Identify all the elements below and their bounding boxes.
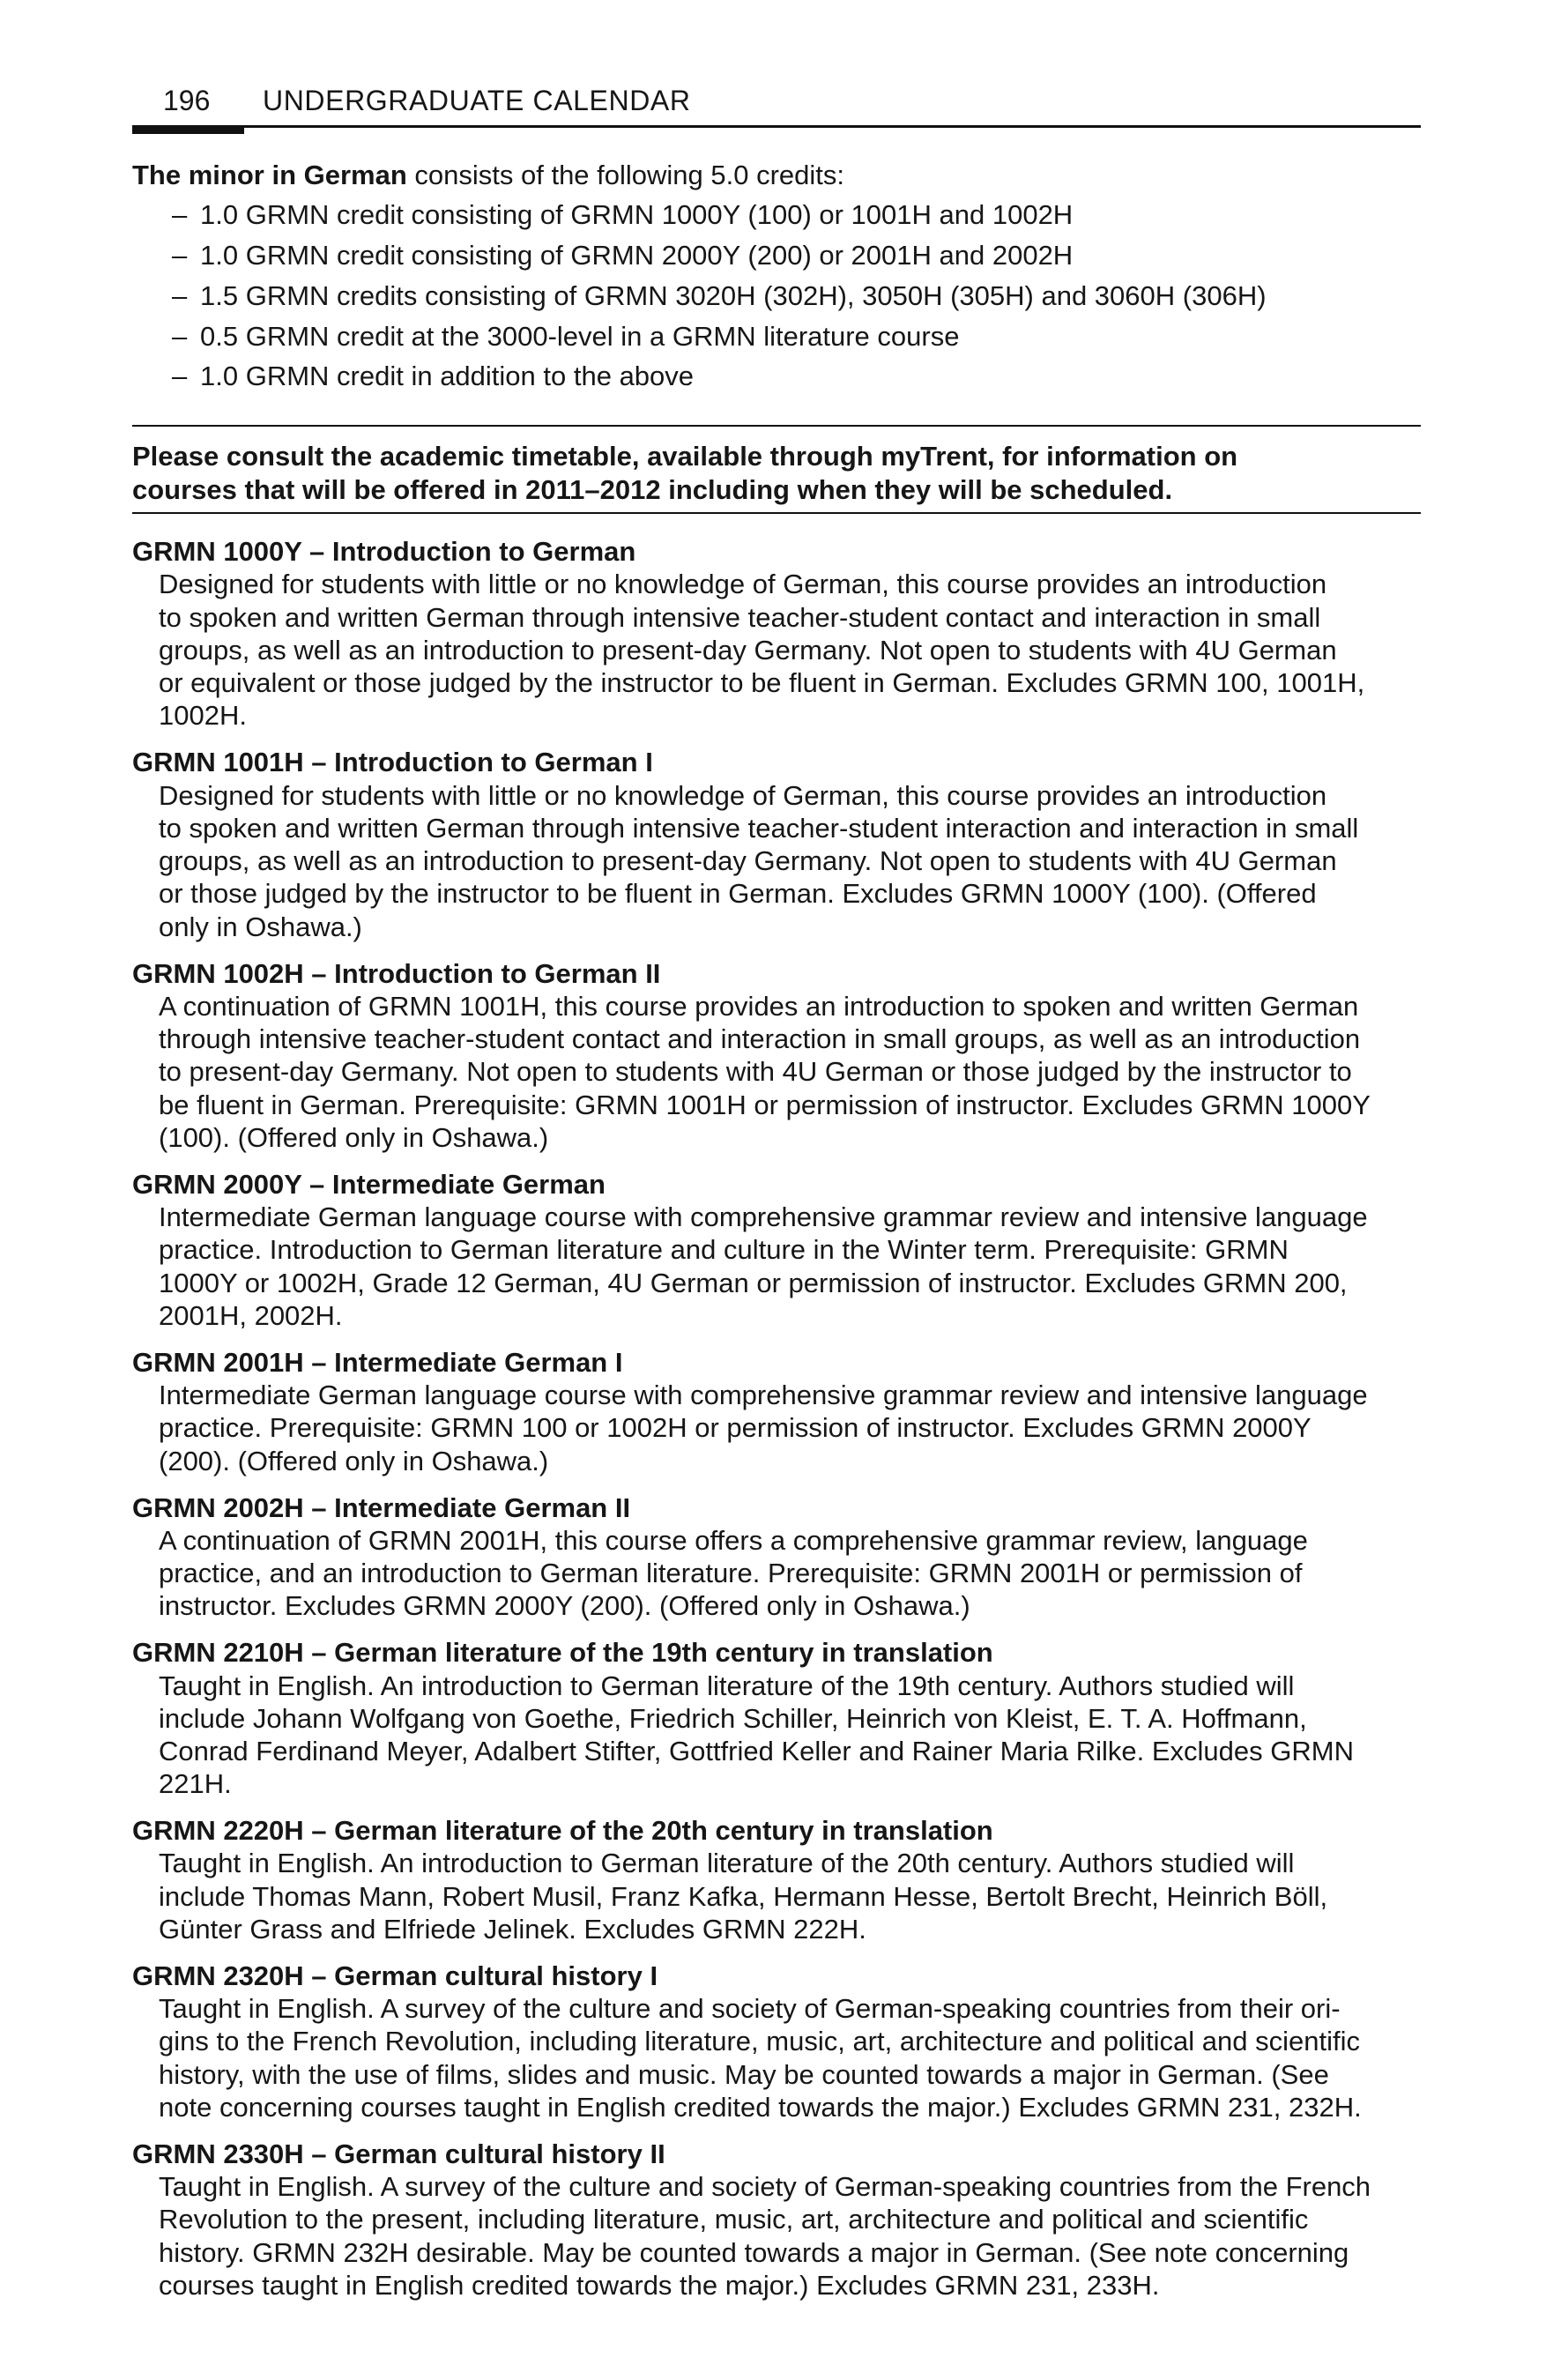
desc-line: 221H. (159, 1768, 232, 1800)
minor-credit-text: 1.5 GRMN credits consisting of GRMN 3020H (302H), 3050H (305H) and 3060H (306H) (200, 279, 1267, 311)
desc-line: Taught in English. An introduction to German literature of the 19th century. Authors studied will (159, 1670, 1295, 1701)
desc-line: to spoken and written German through intensive teacher-student contact and interaction in small (159, 601, 1321, 633)
course-entry (132, 1960, 1421, 2123)
desc-line: Designed for students with little or no knowledge of German, this course provides an introduction (159, 779, 1327, 811)
course-description (132, 568, 1421, 732)
desc-line: Conrad Ferdinand Meyer, Adalbert Stifter, Gottfried Keller and Rainer Maria Rilke. Excludes GRMN (159, 1736, 1354, 1767)
desc-line: courses taught in English credited towards the major.) Excludes GRMN 231, 233H. (159, 2270, 1160, 2302)
course-entry (132, 1346, 1421, 1477)
course-description (132, 779, 1421, 943)
desc-line: only in Oshawa.) (159, 911, 362, 942)
desc-line: Günter Grass and Elfriede Jelinek. Excludes GRMN 222H. (159, 1914, 866, 1945)
page-number: 196 (163, 85, 211, 116)
course-description (132, 1201, 1421, 1332)
course-description (132, 1524, 1421, 1623)
desc-line: Intermediate German language course with comprehensive grammar review and intensive language (159, 1380, 1368, 1411)
dash-bullet: – (172, 361, 188, 392)
course-title: GRMN 2001H – Intermediate German I (132, 1346, 623, 1378)
minor-credit-text: 1.0 GRMN credit consisting of GRMN 1000Y (100) or 1001H and 1002H (200, 199, 1074, 231)
desc-line: practice. Prerequisite: GRMN 100 or 1002H or permission of instructor. Excludes GRMN 2000Y (159, 1412, 1312, 1444)
desc-line: 1000Y or 1002H, Grade 12 German, 4U German or permission of instructor. Excludes GRMN 200, (159, 1267, 1348, 1298)
course-title: GRMN 2002H – Intermediate German II (132, 1491, 631, 1523)
desc-line: A continuation of GRMN 2001H, this course offers a comprehensive grammar review, language (159, 1524, 1308, 1556)
minor-credit-text: 1.0 GRMN credit consisting of GRMN 2000Y (200) or 2001H and 2002H (200, 240, 1074, 271)
desc-line: or those judged by the instructor to be fluent in German. Excludes GRMN 1000Y (100). (Offered (159, 878, 1317, 910)
minor-credit-item (132, 279, 1421, 312)
desc-line: groups, as well as an introduction to present-day Germany. Not open to students with 4U German (159, 845, 1337, 877)
desc-line: (200). (Offered only in Oshawa.) (159, 1445, 549, 1476)
course-description (132, 1379, 1421, 1477)
page-header (132, 81, 1421, 128)
course-description (132, 2170, 1421, 2302)
desc-line: (100). (Offered only in Oshawa.) (159, 1122, 549, 1154)
notice-line: Please consult the academic timetable, available through myTrent, for information on (132, 441, 1238, 472)
course-description (132, 1847, 1421, 1945)
course-description (132, 1992, 1421, 2123)
desc-line: Intermediate German language course with comprehensive grammar review and intensive language (159, 1201, 1368, 1233)
course-list (132, 535, 1421, 2316)
desc-line: practice, and an introduction to German literature. Prerequisite: GRMN 2001H or permission of (159, 1558, 1303, 1589)
desc-line: to spoken and written German through intensive teacher-student interaction and interaction in small (159, 812, 1359, 844)
header-tab-bar (132, 125, 244, 134)
course-entry (132, 535, 1421, 733)
desc-line: through intensive teacher-student contact and interaction in small groups, as well as an introduction (159, 1023, 1361, 1055)
desc-line: practice. Introduction to German literature and culture in the Winter term. Prerequisite: GRMN (159, 1234, 1289, 1266)
minor-credit-item (132, 198, 1421, 231)
course-description (132, 990, 1421, 1154)
desc-line: note concerning courses taught in English credited towards the major.) Excludes GRMN 231, 232H. (159, 2092, 1362, 2123)
running-head: UNDERGRADUATE CALENDAR (263, 85, 691, 116)
minor-credit-text: 0.5 GRMN credit at the 3000-level in a GRMN literature course (200, 320, 960, 352)
desc-line: history. GRMN 232H desirable. May be counted towards a major in German. (See note concerning (159, 2236, 1349, 2268)
desc-line: 2001H, 2002H. (159, 1300, 343, 1332)
dash-bullet: – (172, 240, 188, 271)
desc-line: Taught in English. A survey of the culture and society of German-speaking countries from their ori- (159, 1993, 1341, 2025)
desc-line: instructor. Excludes GRMN 2000Y (200). (Offered only in Oshawa.) (159, 1590, 970, 1622)
desc-line: Taught in English. An introduction to German literature of the 20th century. Authors studied will (159, 1848, 1295, 1879)
course-entry (132, 1814, 1421, 1945)
minor-credit-list (132, 198, 1421, 392)
course-entry (132, 746, 1421, 943)
timetable-notice (132, 425, 1421, 514)
course-title: GRMN 2210H – German literature of the 19th century in translation (132, 1637, 993, 1669)
course-title: GRMN 2330H – German cultural history II (132, 2138, 665, 2169)
desc-line: Revolution to the present, including literature, music, art, architecture and political and scientific (159, 2204, 1309, 2235)
desc-line: 1002H. (159, 700, 247, 732)
desc-line: groups, as well as an introduction to present-day Germany. Not open to students with 4U German (159, 634, 1337, 666)
course-title: GRMN 2000Y – Intermediate German (132, 1168, 606, 1200)
course-entry (132, 1636, 1421, 1800)
minor-credit-item (132, 360, 1421, 392)
minor-credit-text: 1.0 GRMN credit in addition to the above (200, 361, 695, 392)
course-title: GRMN 1001H – Introduction to German I (132, 747, 653, 778)
desc-line: Taught in English. A survey of the culture and society of German-speaking countries from the French (159, 2171, 1371, 2203)
desc-line: be fluent in German. Prerequisite: GRMN 1001H or permission of instructor. Excludes GRMN 1000Y (159, 1089, 1371, 1120)
desc-line: Designed for students with little or no knowledge of German, this course provides an introduction (159, 569, 1327, 600)
minor-credit-item (132, 239, 1421, 271)
course-title: GRMN 1000Y – Introduction to German (132, 536, 636, 567)
desc-line: gins to the French Revolution, including literature, music, art, architecture and political and scientific (159, 2026, 1360, 2057)
desc-line: A continuation of GRMN 1001H, this course provides an introduction to spoken and written German (159, 990, 1359, 1022)
course-entry (132, 2138, 1421, 2302)
course-description (132, 1670, 1421, 1801)
desc-line: to present-day Germany. Not open to students with 4U German or those judged by the instructor to (159, 1056, 1352, 1088)
minor-intro (132, 159, 1421, 191)
dash-bullet: – (172, 279, 188, 311)
desc-line: or equivalent or those judged by the instructor to be fluent in German. Excludes GRMN 100, 1001H, (159, 667, 1365, 699)
course-title: GRMN 2320H – German cultural history I (132, 1960, 658, 1991)
notice-line: courses that will be offered in 2011–2012 including when they will be scheduled. (132, 474, 1173, 505)
dash-bullet: – (172, 199, 188, 231)
minor-intro-rest: consists of the following 5.0 credits: (406, 160, 845, 190)
minor-requirements (132, 159, 1421, 400)
course-entry (132, 957, 1421, 1155)
course-title: GRMN 2220H – German literature of the 20th century in translation (132, 1815, 993, 1847)
course-entry (132, 1491, 1421, 1623)
minor-intro-bold: The minor in German (132, 160, 407, 190)
desc-line: include Thomas Mann, Robert Musil, Franz Kafka, Hermann Hesse, Bertolt Brecht, Heinrich Böll, (159, 1880, 1328, 1912)
desc-line: history, with the use of films, slides and music. May be counted towards a major in German. (See (159, 2058, 1329, 2090)
minor-credit-item (132, 320, 1421, 353)
dash-bullet: – (172, 320, 188, 352)
desc-line: include Johann Wolfgang von Goethe, Friedrich Schiller, Heinrich von Kleist, E. T. A. Hoffmann, (159, 1702, 1307, 1734)
course-entry (132, 1168, 1421, 1332)
course-title: GRMN 1002H – Introduction to German II (132, 957, 661, 989)
